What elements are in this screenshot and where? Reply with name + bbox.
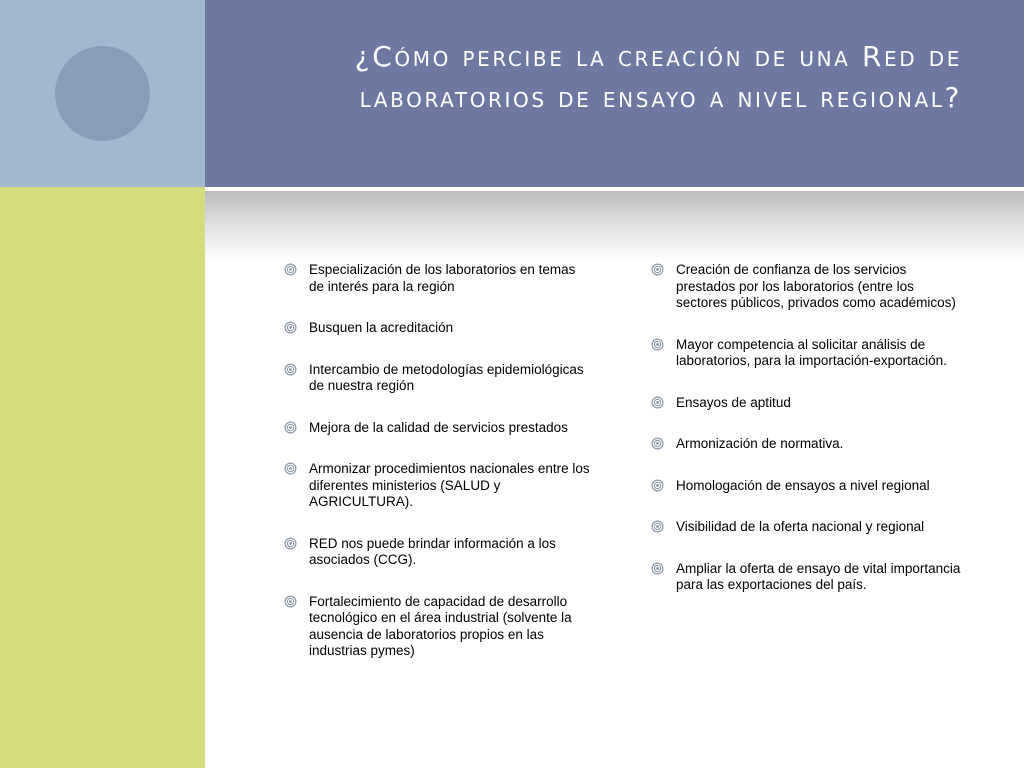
circled-dot-icon bbox=[651, 479, 664, 492]
gradient-band bbox=[205, 191, 1024, 261]
list-item bbox=[651, 337, 961, 370]
list-item bbox=[284, 320, 594, 337]
list-item-text: Intercambio de metodologías epidemiológicas de nuestra región bbox=[309, 361, 584, 393]
right-bullet-list bbox=[651, 262, 961, 619]
list-item-text: Ampliar la oferta de ensayo de vital importancia para las exportaciones del país. bbox=[676, 560, 961, 592]
decorative-circle bbox=[55, 46, 150, 141]
circled-dot-icon bbox=[651, 562, 664, 575]
list-item bbox=[284, 362, 594, 395]
list-item-text: Homologación de ensayos a nivel regional bbox=[676, 477, 930, 493]
list-item bbox=[651, 561, 961, 594]
list-item bbox=[284, 461, 594, 511]
list-item-text: Visibilidad de la oferta nacional y regional bbox=[676, 519, 925, 534]
circled-dot-icon bbox=[284, 537, 297, 550]
list-item-text: Mejora de la calidad de servicios prestados bbox=[309, 419, 568, 435]
list-item-text: Armonización de normativa. bbox=[676, 436, 844, 451]
list-item bbox=[651, 436, 961, 453]
circled-dot-icon bbox=[284, 263, 297, 276]
list-item-text: Fortalecimiento de capacidad de desarrollo tecnológico en el área industrial (solvente la ausencia de laboratorios propios en las industrias pymes) bbox=[309, 593, 572, 658]
list-item-text: Ensayos de aptitud bbox=[676, 394, 791, 410]
list-item bbox=[284, 420, 594, 437]
list-item bbox=[284, 262, 594, 295]
left-bullet-list bbox=[284, 262, 594, 685]
list-item-text: Especialización de los laboratorios en temas de interés para la región bbox=[309, 262, 576, 294]
circled-dot-icon bbox=[284, 363, 297, 376]
title-bar bbox=[205, 0, 1024, 187]
list-item bbox=[651, 478, 961, 495]
circled-dot-icon bbox=[651, 437, 664, 450]
list-item bbox=[284, 536, 594, 569]
list-item-text: Armonizar procedimientos nacionales entre los diferentes ministerios (SALUD y AGRICULTURA). bbox=[309, 461, 590, 509]
circled-dot-icon bbox=[284, 595, 297, 608]
list-item-text: Creación de confianza de los servicios prestados por los laboratorios (entre los sectores públicos, privados como académicos) bbox=[676, 262, 956, 310]
circled-dot-icon bbox=[651, 396, 664, 409]
left-bottom-panel bbox=[0, 187, 205, 768]
list-item bbox=[651, 519, 961, 536]
list-item-text: Busquen la acreditación bbox=[309, 320, 454, 335]
list-item bbox=[651, 262, 961, 312]
list-item bbox=[284, 594, 594, 660]
circled-dot-icon bbox=[651, 263, 664, 276]
list-item-text: Mayor competencia al solicitar análisis de laboratorios, para la importación-exportación. bbox=[676, 336, 947, 368]
circled-dot-icon bbox=[651, 338, 664, 351]
list-item-text: RED nos puede brindar información a los asociados (CCG). bbox=[309, 535, 556, 567]
circled-dot-icon bbox=[284, 321, 297, 334]
slide-title-line-2: laboratorios de ensayo a nivel regional? bbox=[359, 81, 962, 114]
list-item bbox=[651, 395, 961, 412]
slide-title bbox=[242, 36, 962, 118]
circled-dot-icon bbox=[651, 520, 664, 533]
circled-dot-icon bbox=[284, 421, 297, 434]
slide-title-line-1: ¿Cómo percibe la creación de una Red de bbox=[354, 40, 962, 73]
circled-dot-icon bbox=[284, 462, 297, 475]
